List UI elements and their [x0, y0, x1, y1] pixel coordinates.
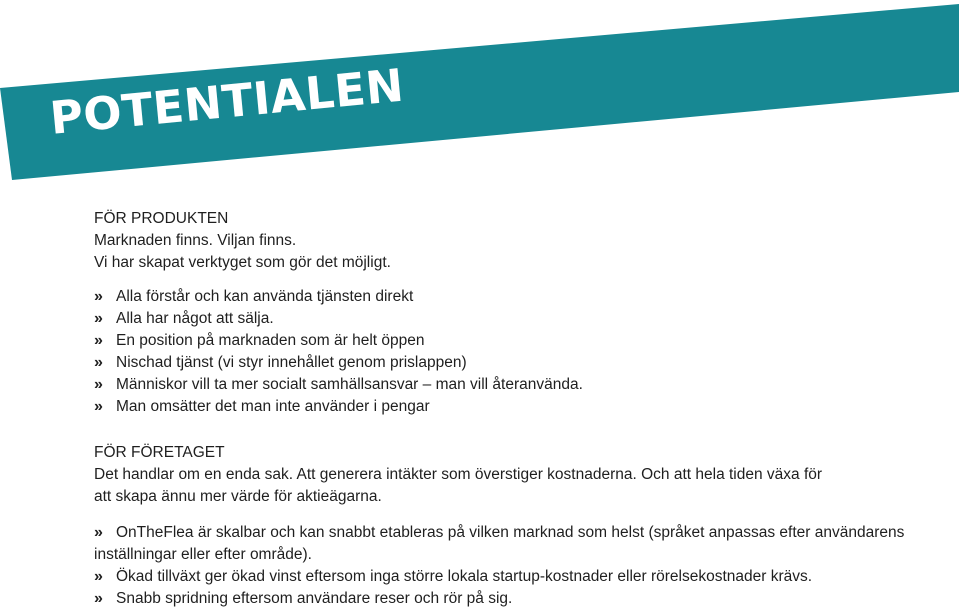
product-bullet: [94, 308, 944, 330]
bullet-text: Alla har något att sälja.: [116, 310, 274, 327]
company-paragraph: Det handlar om en enda sak. Att generera intäkter som överstiger kostnaderna. Och att hela tiden växa för att skapa ännu mer värde för aktieägarna.: [94, 466, 823, 505]
product-bullet: [94, 286, 944, 308]
bullet-marker-icon: »: [94, 354, 101, 371]
bullet-marker-icon: »: [94, 590, 101, 607]
bullet-text: Man omsätter det man inte använder i pengar: [116, 398, 430, 415]
product-intro-line-2: Vi har skapat verktyget som gör det möjligt.: [94, 254, 391, 271]
section-heading-company: FÖR FÖRETAGET: [94, 444, 225, 461]
company-bullet: [94, 566, 944, 588]
bullet-text: Alla förstår och kan använda tjänsten direkt: [116, 288, 414, 305]
bullet-text: Nischad tjänst (vi styr innehållet genom prislappen): [116, 354, 467, 371]
bullet-text: Ökad tillväxt ger ökad vinst eftersom inga större lokala startup-kostnader eller rörelsekostnader krävs.: [116, 568, 813, 585]
bullet-marker-icon: »: [94, 568, 101, 585]
title-banner: [0, 0, 959, 185]
product-bullet: [94, 330, 944, 352]
bullet-text: En position på marknaden som är helt öppen: [116, 332, 425, 349]
product-bullet: [94, 352, 944, 374]
product-bullet: [94, 374, 944, 396]
bullet-text: OnTheFlea är skalbar och kan snabbt etableras på vilken marknad som helst (språket anpassas efter användarens inställningar eller efter område).: [94, 524, 905, 563]
product-bullet: [94, 396, 944, 418]
bullet-marker-icon: »: [94, 398, 101, 415]
section-heading-product: FÖR PRODUKTEN: [94, 210, 229, 227]
company-bullet: [94, 588, 944, 610]
main-content: [94, 208, 944, 610]
product-intro-line-1: Marknaden finns. Viljan finns.: [94, 232, 297, 249]
page-title: POTENTIALEN: [47, 58, 407, 145]
bullet-text: Människor vill ta mer socialt samhällsansvar – man vill återanvända.: [116, 376, 583, 393]
bullet-marker-icon: »: [94, 310, 101, 327]
bullet-marker-icon: »: [94, 288, 101, 305]
bullet-marker-icon: »: [94, 376, 101, 393]
bullet-marker-icon: »: [94, 524, 101, 541]
bullet-text: Snabb spridning eftersom användare reser och rör på sig.: [116, 590, 513, 607]
company-bullet: [94, 522, 944, 566]
bullet-marker-icon: »: [94, 332, 101, 349]
